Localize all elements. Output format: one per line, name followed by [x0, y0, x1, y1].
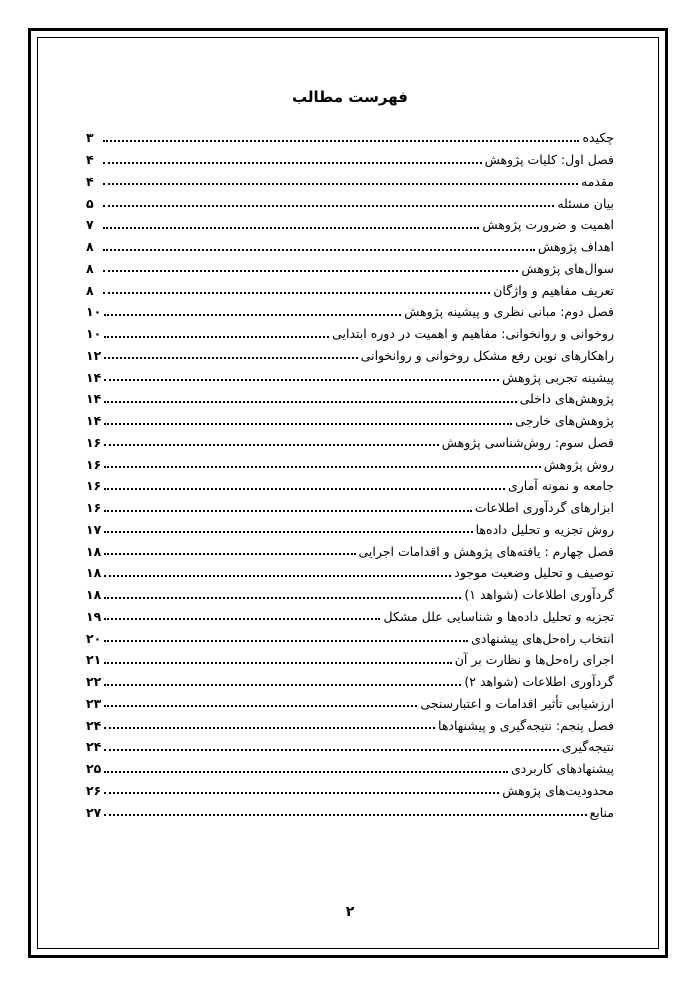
toc-entry-page: ۱۴	[86, 391, 102, 407]
toc-entry-page: ۱۰	[86, 304, 102, 320]
toc-entry-page: ۲۳	[86, 695, 102, 711]
toc-entry-page: ۵	[86, 195, 94, 211]
dot-leader	[104, 488, 505, 490]
dot-leader	[104, 510, 472, 512]
dot-leader	[103, 183, 578, 185]
toc-entry-page: ۳	[86, 130, 94, 146]
toc-entry-title: تعریف مفاهیم و واژگان	[493, 282, 614, 298]
dot-leader	[104, 597, 461, 599]
toc-entry-title: اهمیت و ضرورت پژوهش	[482, 217, 614, 233]
toc-entry[interactable]	[86, 235, 614, 257]
dot-leader	[104, 531, 472, 533]
page-title: فهرست مطالب	[292, 88, 408, 106]
dot-leader	[104, 662, 451, 664]
toc-entry-title: انتخاب راه‌حل‌های پیشنهادی	[471, 630, 614, 646]
toc-entry[interactable]	[86, 626, 614, 648]
dot-leader	[104, 423, 512, 425]
toc-entry[interactable]	[86, 431, 614, 453]
toc-entry[interactable]	[86, 452, 614, 474]
toc-entry[interactable]	[86, 779, 614, 801]
toc-entry-page: ۲۲	[86, 674, 102, 689]
toc-entry-title: پیشینه تجربی پژوهش	[502, 369, 614, 385]
toc-entry[interactable]	[86, 126, 614, 148]
dot-leader	[104, 727, 435, 729]
dot-leader	[103, 270, 518, 272]
toc-entry-title: پژوهش‌های خارجی	[515, 413, 614, 428]
toc-entry-page: ۲۴	[86, 739, 102, 755]
dot-leader	[104, 705, 417, 707]
toc-entry-title: فصل سوم: روش‌شناسی پژوهش	[441, 434, 614, 450]
toc-entry-page: ۱۴	[86, 369, 102, 385]
dot-leader	[103, 162, 482, 164]
toc-entry-page: ۱۶	[86, 434, 102, 450]
toc-entry[interactable]	[86, 344, 614, 366]
toc-entry[interactable]	[86, 518, 614, 540]
toc-entry[interactable]	[86, 648, 614, 670]
toc-entry[interactable]	[86, 735, 614, 757]
dot-leader	[103, 292, 490, 294]
dot-leader	[104, 749, 559, 751]
dot-leader	[104, 771, 508, 773]
toc-entry[interactable]	[86, 670, 614, 692]
toc-entry-page: ۴	[86, 173, 94, 189]
toc-entry-page: ۸	[86, 260, 94, 276]
toc-entry-title: بیان مسئله	[557, 195, 614, 211]
toc-entry-title: تجزیه و تحلیل داده‌ها و شناسایی علل مشکل	[383, 608, 614, 624]
toc-entry-page: ۱۲	[86, 347, 102, 363]
dot-leader	[103, 249, 535, 251]
toc-entry-title: ابزارهای گردآوری اطلاعات	[474, 500, 614, 515]
toc-entry-title: اهداف پژوهش	[538, 239, 614, 254]
dot-leader	[103, 205, 554, 207]
dot-leader	[104, 792, 499, 794]
toc-entry-page: ۲۷	[86, 804, 102, 820]
toc-entry-title: فصل چهارم : یافته‌های پژوهش و اقدامات اجرایی	[358, 543, 614, 559]
toc-entry-page: ۲۶	[86, 782, 102, 798]
toc-entry-page: ۱۸	[86, 587, 102, 602]
dot-leader	[104, 379, 499, 381]
toc-entry-page: ۱۶	[86, 500, 102, 515]
toc-entry[interactable]	[86, 474, 614, 496]
dot-leader	[104, 553, 355, 555]
toc-entry-title: روش تجزیه و تحلیل داده‌ها	[475, 521, 614, 537]
toc-entry[interactable]	[86, 170, 614, 192]
toc-entry[interactable]	[86, 213, 614, 235]
toc-entry-title: گردآوری اطلاعات (شواهد ۱)	[464, 587, 614, 602]
toc-entry-title: سوال‌های پژوهش	[521, 260, 614, 276]
toc-entry-page: ۱۸	[86, 543, 102, 559]
toc-entry[interactable]	[86, 322, 614, 344]
table-of-contents	[86, 126, 614, 822]
dot-leader	[104, 401, 516, 403]
toc-entry-page: ۱۹	[86, 608, 102, 624]
toc-entry[interactable]	[86, 713, 614, 735]
toc-entry-page: ۲۰	[86, 630, 102, 646]
dot-leader	[103, 140, 579, 142]
dot-leader	[104, 640, 468, 642]
toc-entry[interactable]	[86, 605, 614, 627]
toc-entry-page: ۸	[86, 282, 94, 298]
toc-entry[interactable]	[86, 365, 614, 387]
page-number: ۲	[345, 904, 355, 920]
toc-entry[interactable]	[86, 409, 614, 431]
toc-entry-page: ۱۶	[86, 478, 102, 494]
toc-entry-title: روخوانی و روانخوانی: مفاهیم و اهمیت در دوره ابتدایی	[332, 326, 614, 341]
toc-entry[interactable]	[86, 583, 614, 605]
toc-entry-title: توصیف و تحلیل وضعیت موجود	[454, 565, 614, 581]
toc-entry-title: محدودیت‌های پژوهش	[502, 782, 614, 798]
dot-leader	[104, 444, 438, 446]
dot-leader	[104, 684, 461, 686]
toc-entry[interactable]	[86, 387, 614, 409]
toc-entry-page: ۸	[86, 239, 94, 254]
toc-entry-page: ۷	[86, 217, 94, 233]
toc-entry-title: ارزشیابی تأثیر اقدامات و اعتبارسنجی	[420, 695, 614, 711]
toc-entry[interactable]	[86, 300, 614, 322]
dot-leader	[104, 357, 357, 359]
toc-entry[interactable]	[86, 692, 614, 714]
toc-entry-title: نتیجه‌گیری	[561, 739, 614, 755]
toc-entry-page: ۱۷	[86, 521, 102, 537]
toc-entry-title: راهکارهای نوین رفع مشکل روخوانی و روانخوانی	[360, 347, 614, 363]
toc-entry-page: ۱۴	[86, 413, 102, 428]
toc-entry-page: ۲۵	[86, 761, 102, 776]
toc-entry[interactable]	[86, 561, 614, 583]
toc-entry[interactable]	[86, 539, 614, 561]
dot-leader	[104, 575, 451, 577]
toc-entry[interactable]	[86, 191, 614, 213]
toc-entry[interactable]	[86, 800, 614, 822]
toc-entry-title: فصل دوم: مبانی نظری و پیشینه پژوهش	[404, 304, 614, 320]
toc-entry-page: ۱۸	[86, 565, 102, 581]
dot-leader	[104, 618, 380, 620]
toc-entry-title: پیشنهادهای کاربردی	[511, 761, 614, 776]
dot-leader	[103, 227, 479, 229]
toc-entry-page: ۲۱	[86, 652, 102, 668]
dot-leader	[104, 336, 329, 338]
toc-entry-page: ۲۴	[86, 717, 102, 733]
toc-entry-page: ۱۰	[86, 326, 102, 341]
toc-entry-page: ۴	[86, 152, 94, 167]
toc-entry[interactable]	[86, 278, 614, 300]
toc-entry[interactable]	[86, 257, 614, 279]
toc-entry[interactable]	[86, 496, 614, 518]
dot-leader	[104, 814, 586, 816]
toc-entry-title: اجرای راه‌حل‌ها و نظارت بر آن	[454, 652, 614, 668]
toc-entry-title: گردآوری اطلاعات (شواهد ۲)	[464, 674, 614, 689]
toc-entry[interactable]	[86, 148, 614, 170]
toc-entry[interactable]	[86, 757, 614, 779]
dot-leader	[104, 314, 401, 316]
toc-entry-title: جامعه و نمونه آماری	[507, 478, 614, 494]
toc-entry-title: پژوهش‌های داخلی	[519, 391, 614, 407]
toc-entry-title: روش پژوهش	[543, 456, 614, 472]
toc-entry-title: منابع	[589, 804, 614, 820]
toc-entry-title: فصل اول: کلیات پژوهش	[484, 152, 614, 167]
toc-entry-title: مقدمه	[581, 173, 614, 189]
toc-entry-title: فصل پنجم: نتیجه‌گیری و پیشنهادها	[438, 717, 614, 733]
toc-entry-title: چکیده	[582, 130, 614, 146]
toc-entry-page: ۱۶	[86, 456, 102, 472]
dot-leader	[104, 466, 540, 468]
